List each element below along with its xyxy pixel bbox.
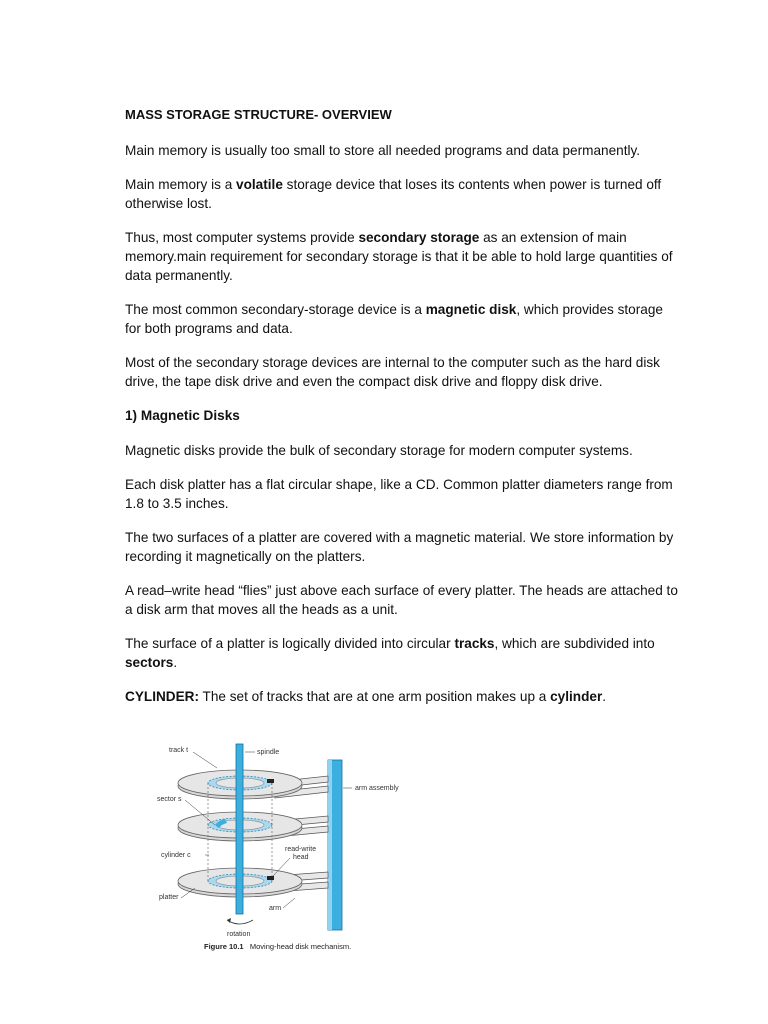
paragraph-4: The most common secondary-storage device is a magnetic disk, which provides storage for both programs and data. xyxy=(125,302,663,336)
head-1 xyxy=(267,779,274,783)
label-head: head xyxy=(293,854,309,861)
disk-mechanism-figure xyxy=(155,738,425,960)
paragraph-3: Thus, most computer systems provide secondary storage as an extension of main memory.main requirement for secondary storage is that it be able to hold large quantities of data permanently. xyxy=(125,230,673,283)
arm-assembly-highlight xyxy=(328,760,332,930)
paragraph-5: Most of the secondary storage devices are internal to the computer such as the hard disk drive, the tape disk drive and even the compact disk drive and floppy disk drive. xyxy=(125,355,660,389)
page-title: MASS STORAGE STRUCTURE- OVERVIEW xyxy=(125,107,392,122)
head-3 xyxy=(267,876,274,880)
section-heading-magnetic-disks: 1) Magnetic Disks xyxy=(125,408,240,423)
label-spindle: spindle xyxy=(257,749,280,756)
rotation-arrow-icon xyxy=(227,920,253,924)
label-platter: platter xyxy=(159,894,179,901)
document-page xyxy=(125,105,680,721)
paragraph-7: Each disk platter has a flat circular shape, like a CD. Common platter diameters range from 1.8 to 3.5 inches. xyxy=(125,477,673,511)
disk-diagram xyxy=(155,738,425,943)
paragraph-9: A read–write head “flies” just above each surface of every platter. The heads are attached to a disk arm that moves all the heads as a unit. xyxy=(125,583,678,617)
paragraph-1: Main memory is usually too small to store all needed programs and data permanently. xyxy=(125,143,641,158)
paragraph-10: The surface of a platter is logically divided into circular tracks, which are subdivided into sectors. xyxy=(125,636,655,670)
paragraph-11: CYLINDER: The set of tracks that are at one arm position makes up a cylinder. xyxy=(125,689,607,704)
label-rotation: rotation xyxy=(227,931,251,938)
paragraph-6: Magnetic disks provide the bulk of secondary storage for modern computer systems. xyxy=(125,443,633,458)
figure-caption: Figure 10.1 Moving-head disk mechanism. xyxy=(204,942,352,951)
spindle xyxy=(236,744,243,914)
paragraph-2: Main memory is a volatile storage device that loses its contents when power is turned off otherwise lost. xyxy=(125,177,662,211)
label-arm: arm xyxy=(269,905,282,912)
label-cylinder: cylinder c xyxy=(161,852,191,859)
label-read-write: read-write xyxy=(285,846,317,853)
paragraph-8: The two surfaces of a platter are covered with a magnetic material. We store information by recording it magnetically on the platters. xyxy=(125,530,674,564)
label-sector: sector s xyxy=(157,796,182,803)
label-arm-assembly: arm assembly xyxy=(355,785,399,792)
label-track: track t xyxy=(169,747,189,754)
